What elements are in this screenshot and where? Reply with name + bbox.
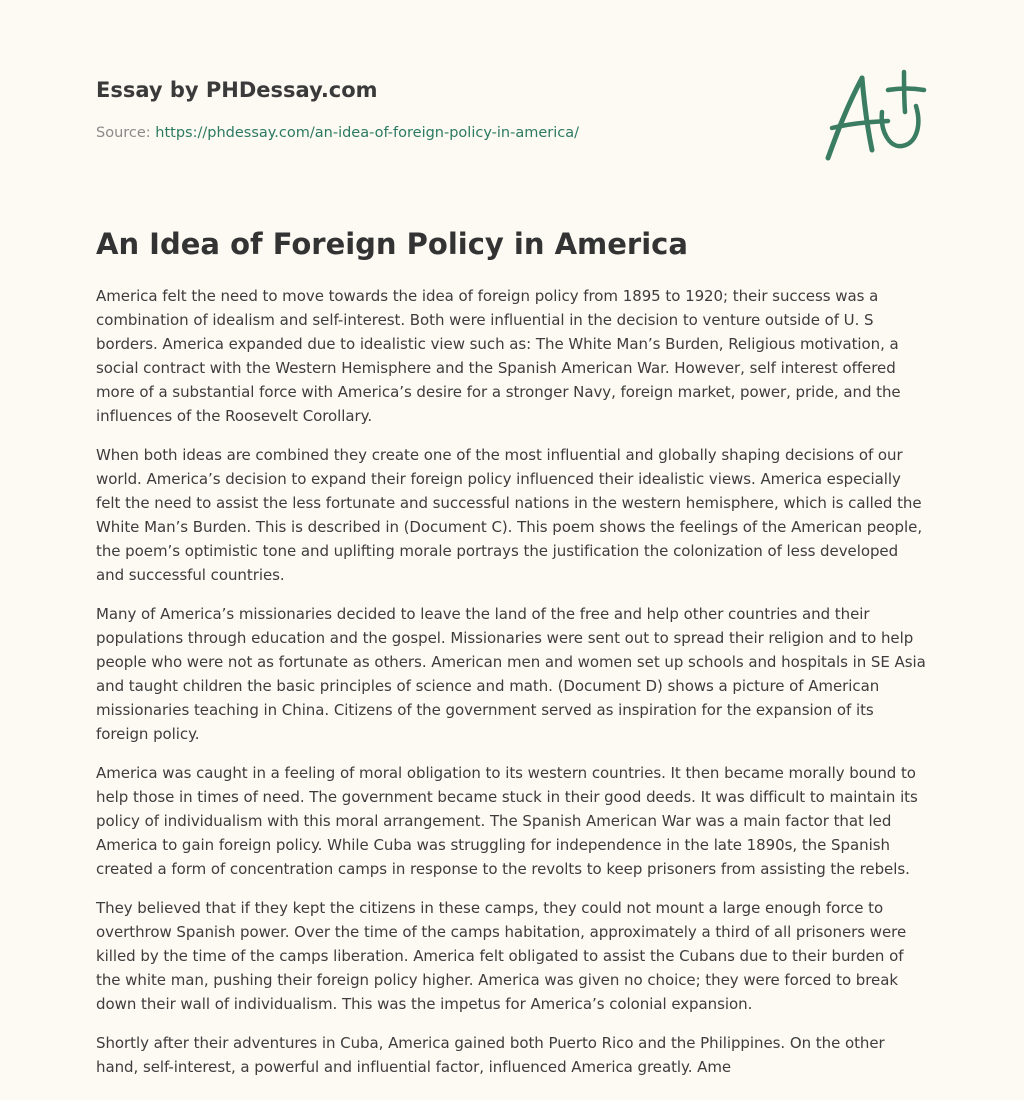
essay-paragraph: Many of America’s missionaries decided to leave the land of the free and help other countries and their populations through education and the gospel. Missionaries were sent out to spread their religion and to help people who were not as fortunate as others. American men and women set up schools and hospitals in SE Asia and taught children the basic principles of science and math. (Document D) shows a picture of American missionaries teaching in China. Citizens of the government served as inspiration for the expansion of its foreign policy.	[96, 605, 926, 743]
essay-paragraph: America felt the need to move towards the idea of foreign policy from 1895 to 1920; their success was a combination of idealism and self-interest. Both were influential in the decision to venture outside of U. S borders. America expanded due to idealistic view such as: The White Man’s Burden, Religious motivation, a social contract with the Western Hemisphere and the Spanish American War. However, self interest offered more of a substantial force with America’s desire for a stronger Navy, foreign market, power, pride, and the influences of the Roosevelt Corollary.	[96, 287, 901, 425]
source-label: Source:	[96, 125, 156, 141]
brand-title: Essay by PHDessay.com	[96, 78, 378, 102]
essay-paragraph: Shortly after their adventures in Cuba, America gained both Puerto Rico and the Philippines. On the other hand, self-interest, a powerful and influential factor, influenced America greatly. Ame	[96, 1034, 885, 1076]
essay-title: An Idea of Foreign Policy in America	[96, 227, 688, 261]
source-line	[96, 123, 796, 143]
essay-paragraph: When both ideas are combined they create one of the most influential and globally shaping decisions of our world. America’s decision to expand their foreign policy influenced their idealistic views. America especially felt the need to assist the less fortunate and successful nations in the western hemisphere, which is called the White Man’s Burden. This is described in (Document C). This poem shows the feelings of the American people, the poem’s optimistic tone and uplifting morale portrays the justification the colonization of less developed and successful countries.	[96, 446, 923, 584]
a-plus-logo-icon	[818, 66, 930, 166]
essay-body	[96, 284, 928, 1094]
source-link[interactable]: https://phdessay.com/an-idea-of-foreign-policy-in-america/	[155, 125, 579, 141]
essay-paragraph: America was caught in a feeling of moral obligation to its western countries. It then became morally bound to help those in times of need. The government became stuck in their good deeds. It was difficult to maintain its policy of individualism with this moral arrangement. The Spanish American War was a main factor that led America to gain foreign policy. While Cuba was struggling for independence in the late 1890s, the Spanish created a form of concentration camps in response to the revolts to keep prisoners from assisting the rebels.	[96, 764, 918, 878]
site-header	[96, 76, 796, 143]
essay-paragraph: They believed that if they kept the citizens in these camps, they could not mount a large enough force to overthrow Spanish power. Over the time of the camps habitation, approximately a third of all prisoners were killed by the time of the camps liberation. America felt obligated to assist the Cubans due to their burden of the white man, pushing their foreign policy higher. America was given no choice; they were forced to break down their wall of individualism. This was the impetus for America’s colonial expansion.	[96, 899, 907, 1013]
